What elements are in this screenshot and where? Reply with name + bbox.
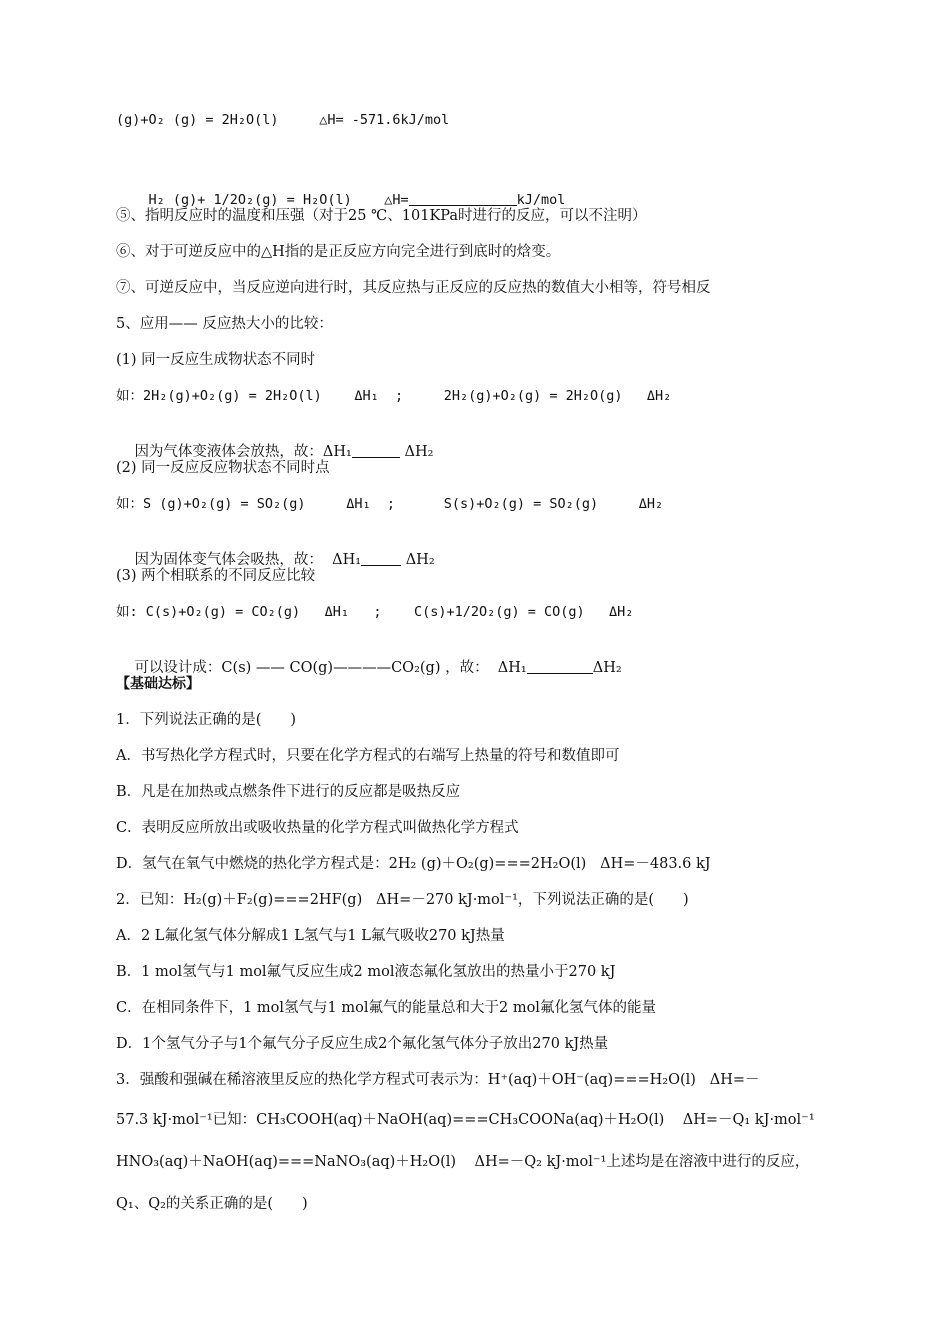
equation-line: (g)+O₂ (g) = 2H₂O(l) △H= -571.6kJ/mol (116, 112, 450, 128)
conclusion-text: 可以设计成：C(s) —— CO(g)————CO₂(g) ，故： ΔH₁ (134, 660, 527, 676)
question-1: 1．下列说法正确的是( ) (116, 712, 297, 728)
option-1c: C．表明反应所放出或吸收热量的化学方程式叫做热化学方程式 (116, 820, 519, 836)
example-1: 如：2H₂(g)+O₂(g) = 2H₂O(l) ΔH₁ ; 2H₂(g)+O₂(g) = 2H₂O(g) ΔH₂ (116, 388, 672, 404)
option-1d: D．氢气在氧气中燃烧的热化学方程式是：2H₂ (g)＋O₂(g)===2H₂O(l) ΔH=－483.6 kJ (116, 856, 711, 872)
question-3-line-4: Q₁、Q₂的关系正确的是( ) (116, 1196, 308, 1212)
subheading-1: (1) 同一反应生成物状态不同时 (116, 352, 316, 368)
exercise-heading: 【基础达标】 (116, 676, 200, 692)
rule-5: ⑤、指明反应时的温度和压强（对于25 ℃、101KPa时进行的反应，可以不注明） (116, 208, 647, 224)
option-2a: A．2 L氟化氢气体分解成1 L氢气与1 L氟气吸收270 kJ热量 (116, 928, 505, 944)
equation-text: H₂ (g)+ 1/2O₂(g) = H₂O(l) △H= (148, 192, 409, 208)
example-2: 如：S (g)+O₂(g) = SO₂(g) ΔH₁ ; S(s)+O₂(g) = SO₂(g) ΔH₂ (116, 496, 664, 512)
unit-text: kJ/mol (516, 192, 566, 208)
option-1b: B．凡是在加热或点燃条件下进行的反应都是吸热反应 (116, 784, 461, 800)
conclusion-symbol: ΔH₂ (405, 552, 435, 568)
question-2: 2．已知：H₂(g)＋F₂(g)===2HF(g) ΔH=－270 kJ·mol⁻¹，下列说法正确的是( ) (116, 892, 689, 908)
subheading-3: (3) 两个相联系的不同反应比较 (116, 568, 316, 584)
answer-blank (352, 443, 400, 458)
subheading-2: (2) 同一反应反应物状态不同时点 (116, 460, 330, 476)
section-heading: 5、应用—— 反应热大小的比较： (116, 316, 333, 332)
example-3: 如: C(s)+O₂(g) = CO₂(g) ΔH₁ ; C(s)+1/2O₂(g) = CO(g) ΔH₂ (116, 604, 634, 620)
question-3-line-1: 3．强酸和强碱在稀溶液里反应的热化学方程式可表示为：H⁺(aq)＋OH⁻(aq)===H₂O(l) ΔH=－ (116, 1072, 760, 1088)
conclusion-text: 因为固体变气体会吸热，故： ΔH₁ (134, 552, 362, 568)
question-3-line-3: HNO₃(aq)＋NaOH(aq)===NaNO₃(aq)＋H₂O(l) ΔH=－Q₂ kJ·mol⁻¹上述均是在溶液中进行的反应， (116, 1154, 810, 1170)
question-3-line-2: 57.3 kJ·mol⁻¹已知：CH₃COOH(aq)＋NaOH(aq)===CH₃COONa(aq)＋H₂O(l) ΔH=－Q₁ kJ·mol⁻¹ (116, 1112, 815, 1128)
option-1a: A．书写热化学方程式时，只要在化学方程式的右端写上热量的符号和数值即可 (116, 748, 620, 764)
option-2d: D．1个氢气分子与1个氟气分子反应生成2个氟化氢气体分子放出270 kJ热量 (116, 1036, 609, 1052)
conclusion-symbol: ΔH₂ (592, 660, 622, 676)
rule-6: ⑥、对于可逆反应中的△H指的是正反应方向完全进行到底时的焓变。 (116, 244, 561, 260)
conclusion-text: 因为气体变液体会放热，故：ΔH₁ (134, 444, 352, 460)
answer-blank (361, 551, 401, 566)
answer-blank (527, 659, 593, 674)
rule-7: ⑦、可逆反应中，当反应逆向进行时，其反应热与正反应的反应热的数值大小相等，符号相反 (116, 280, 711, 296)
option-2c: C．在相同条件下，1 mol氢气与1 mol氟气的能量总和大于2 mol氟化氢气体的能量 (116, 1000, 656, 1016)
conclusion-symbol: ΔH₂ (404, 444, 434, 460)
option-2b: B．1 mol氢气与1 mol氟气反应生成2 mol液态氟化氢放出的热量小于270 kJ (116, 964, 616, 980)
answer-blank (409, 191, 517, 206)
